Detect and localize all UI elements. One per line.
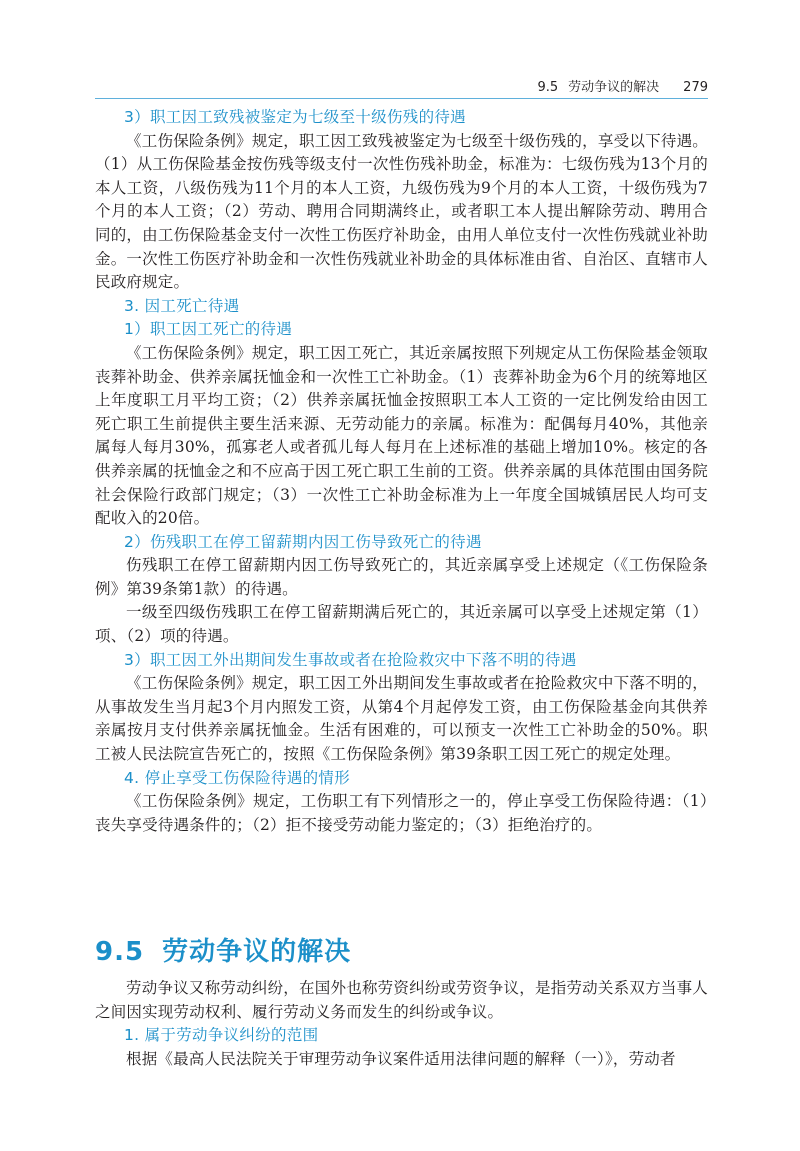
header-rule xyxy=(95,98,708,99)
running-head-title: 劳动争议的解决 xyxy=(568,80,660,95)
heading-stop-benefits: 4. 停止享受工伤保险待遇的情形 xyxy=(124,768,351,787)
subheading-death-during-leave: 2）伤残职工在停工留薪期内因工伤导致死亡的待遇 xyxy=(124,532,482,551)
paragraph-labor-dispute-intro: 劳动争议又称劳动纠纷，在国外也称劳资纠纷或劳资争议，是指劳动关系双方当事人之间因实现劳动权利、履行劳动义务而发生的纠纷或争议。 xyxy=(95,979,708,1021)
section-title xyxy=(95,931,351,968)
subheading-death-on-duty: 1）职工因工死亡的待遇 xyxy=(124,320,293,339)
running-head-section-number: 9.5 xyxy=(537,80,559,95)
paragraph-death-on-duty: 《工伤保险条例》规定，职工因工死亡，其近亲属按照下列规定从工伤保险基金领取丧葬补助金、供养亲属抚恤金和一次性工亡补助金。（1）丧葬补助金为6个月的统筹地区上年度职工月平均工资；（2）供养亲属抚恤金按照职工本人工资的一定比例发给由因工死亡职工生前提供主要生活来源、无劳动能力的亲属。标准为：配偶每月40%，其他亲属每人每月30%，孤寡老人或者孤儿每人每月在上述标准的基础上增加10%。核定的各供养亲属的抚恤金之和不应高于因工死亡职工生前的工资。供养亲属的具体范围由国务院社会保险行政部门规定；（3）一次性工亡补助金标准为上一年度全国城镇居民人均可支配收入的20倍。 xyxy=(95,343,708,528)
paragraph-dispute-scope: 根据《最高人民法院关于审理劳动争议案件适用法律问题的解释（一）》，劳动者 xyxy=(126,1049,676,1068)
paragraph-death-during-leave-b: 一级至四级伤残职工在停工留薪期满后死亡的，其近亲属可以享受上述规定第（1）项、（2）项的待遇。 xyxy=(95,603,708,646)
subheading-missing-person: 3）职工因工外出期间发生事故或者在抢险救灾中下落不明的待遇 xyxy=(124,650,577,669)
paragraph-grade-seven-to-ten: 《工伤保险条例》规定，职工因工致残被鉴定为七级至十级伤残的，享受以下待遇。（1）从工伤保险基金按伤残等级支付一次性伤残补助金，标准为：七级伤残为13个月的本人工资，八级伤残为11个月的本人工资，九级伤残为9个月的本人工资，十级伤残为7个月的本人工资；（2）劳动、聘用合同期满终止，或者职工本人提出解除劳动、聘用合同的，由工伤保险基金支付一次性工伤医疗补助金，由用人单位支付一次性伤残就业补助金。一次性工伤医疗补助金和一次性伤残就业补助金的具体标准由省、自治区、直辖市人民政府规定。 xyxy=(95,131,708,292)
section-number: 9.5 xyxy=(95,937,145,967)
paragraph-missing-person: 《工伤保险条例》规定，职工因工外出期间发生事故或者在抢险救灾中下落不明的，从事故发生当月起3个月内照发工资，从第4个月起停发工资，由工伤保险基金向其供养亲属按月支付供养亲属抚恤金。生活有困难的，可以预支一次性工亡补助金的50%。职工被人民法院宣告死亡的，按照《工伤保险条例》第39条职工因工死亡的规定处理。 xyxy=(95,674,708,764)
subheading-grade-seven-to-ten: 3）职工因工致残被鉴定为七级至十级伤残的待遇 xyxy=(124,108,466,126)
heading-death-benefits: 3. 因工死亡待遇 xyxy=(124,296,240,315)
paragraph-death-during-leave-a: 伤残职工在停工留薪期内因工伤导致死亡的，其近亲属享受上述规定（《工伤保险条例》第39条第1款）的待遇。 xyxy=(95,556,708,598)
page-number: 279 xyxy=(683,80,708,95)
heading-dispute-scope: 1. 属于劳动争议纠纷的范围 xyxy=(124,1026,319,1045)
body-text-lower xyxy=(95,977,708,1071)
body-text-upper xyxy=(95,106,708,837)
section-title-text: 劳动争议的解决 xyxy=(162,937,352,967)
paragraph-stop-benefits: 《工伤保险条例》规定，工伤职工有下列情形之一的，停止享受工伤保险待遇：（1）丧失享受待遇条件的；（2）拒不接受劳动能力鉴定的；（3）拒绝治疗的。 xyxy=(95,792,708,834)
running-head xyxy=(537,76,708,95)
